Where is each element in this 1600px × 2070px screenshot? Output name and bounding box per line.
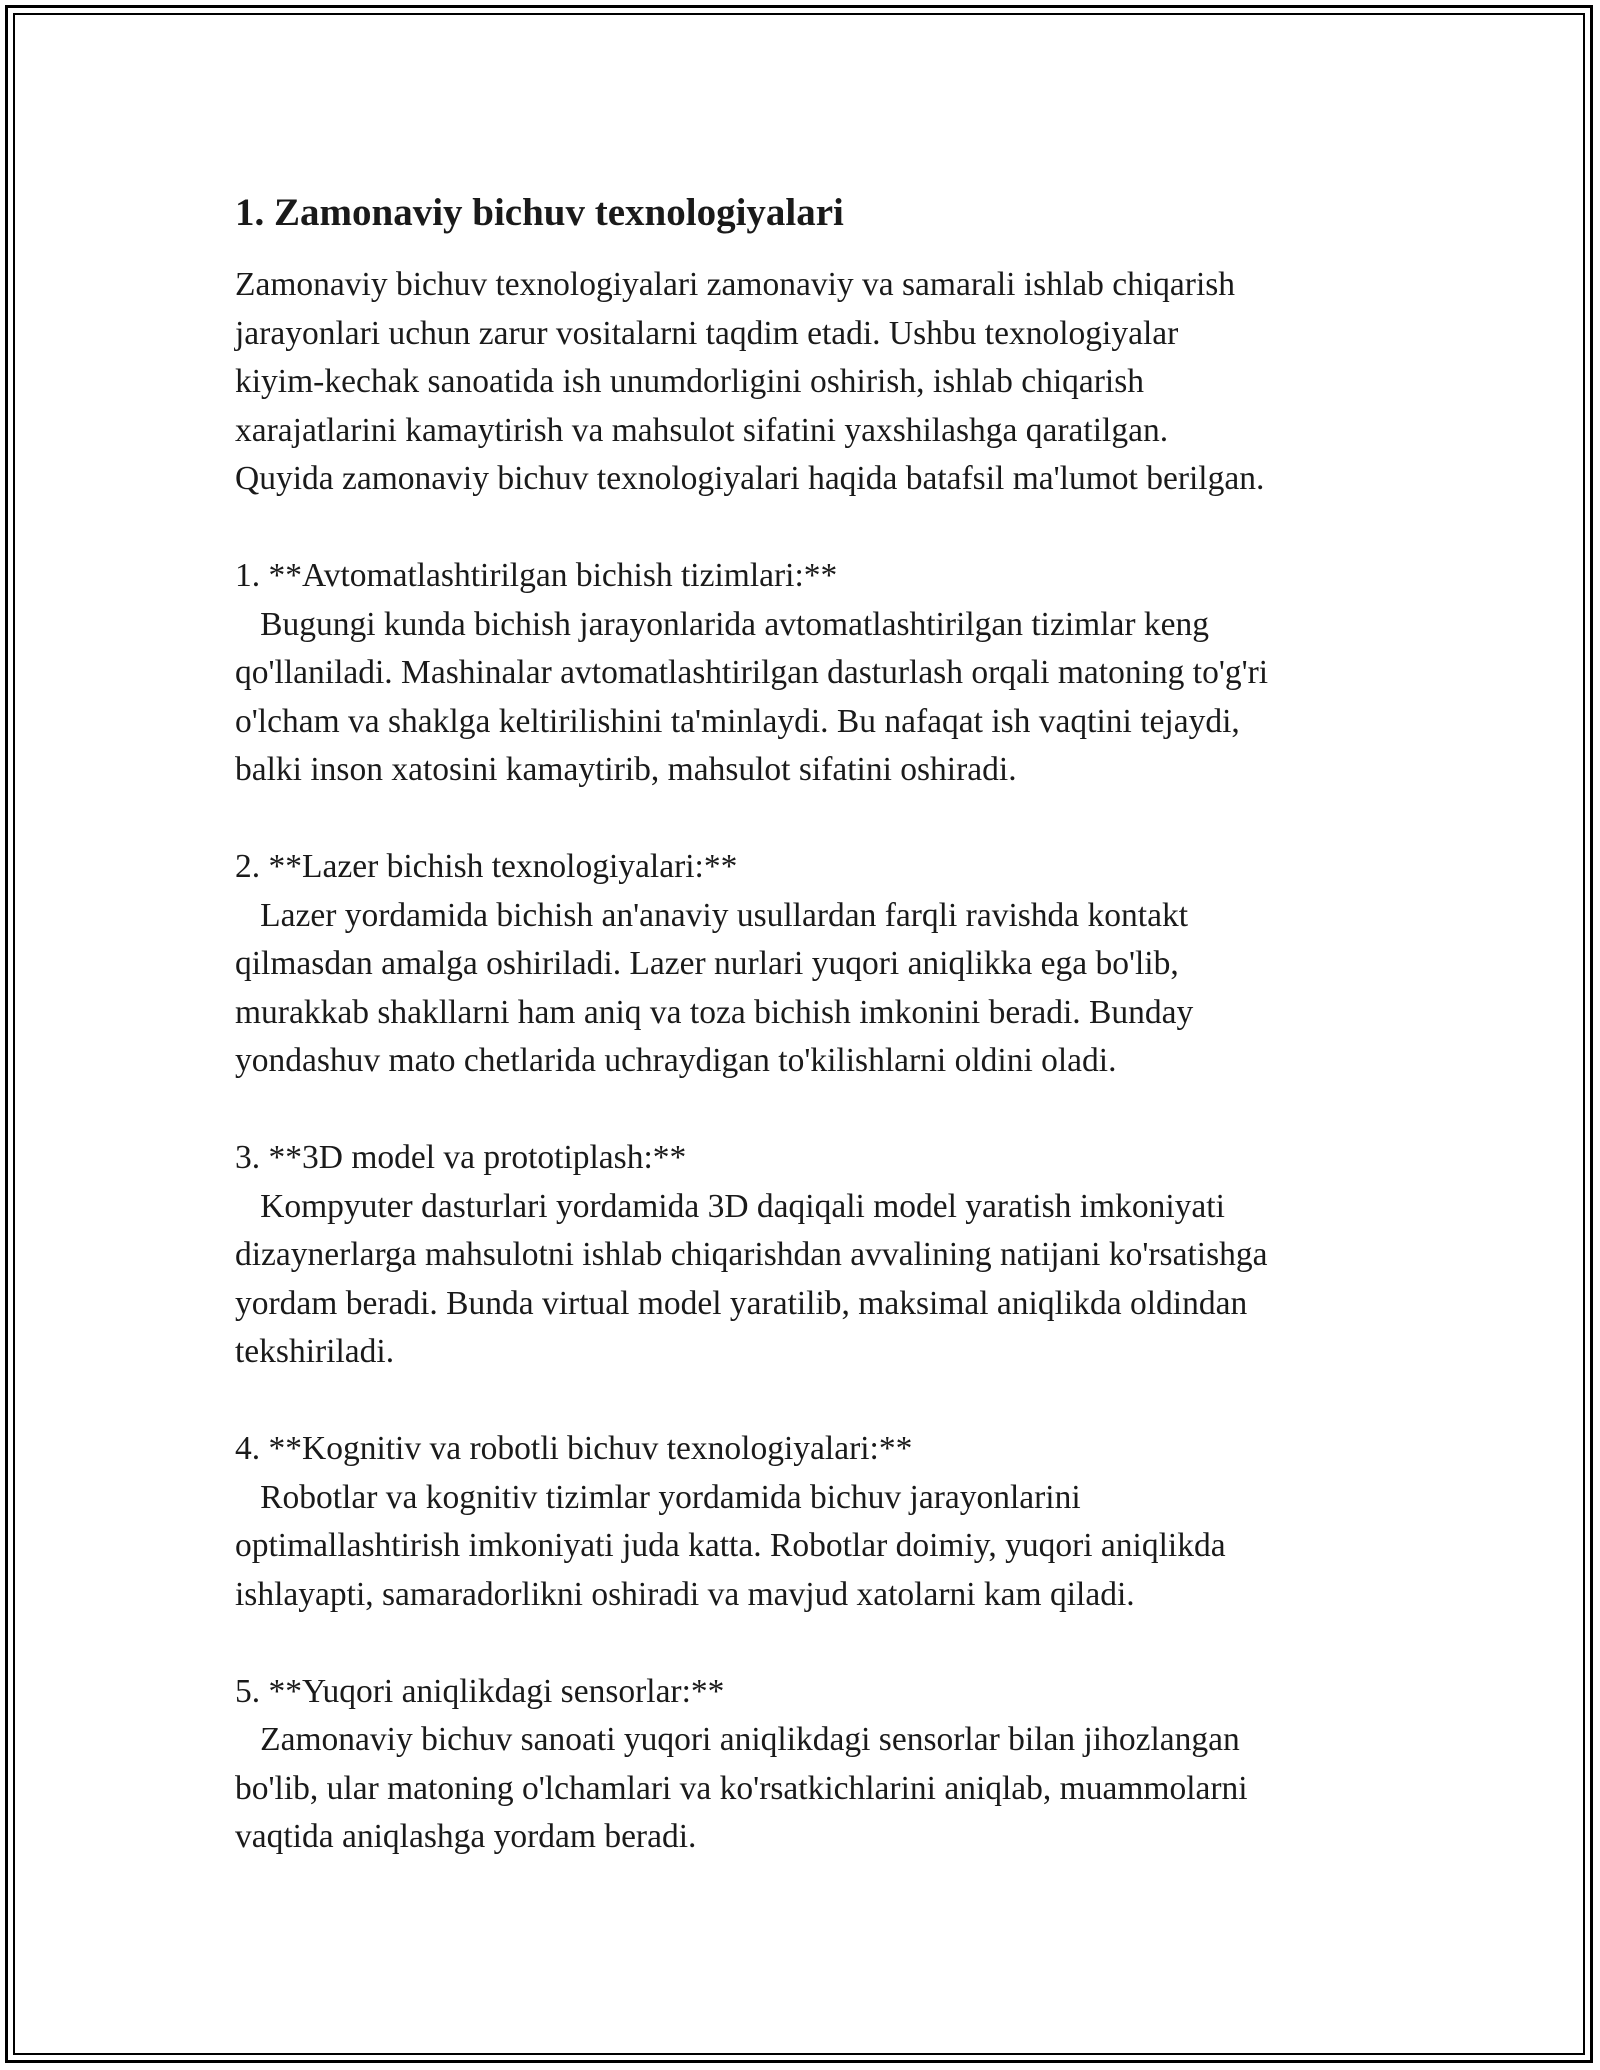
document-body: Zamonaviy bichuv texnologiyalari zamonaviy va samarali ishlab chiqarish jarayonlari uchun zarur vositalarni taqdim etadi. Ushbu texnologiyalar kiyim-kechak sanoatida ish unumdorligini oshirish, ishlab chiqarish xarajatlarini kamaytirish va mahsulot sifatini yaxshilashga qaratilgan. Quyida zamonaviy bichuv texnologiyalari haqida batafsil ma'lumot berilgan. 1. **Avtomatlashtirilgan bichish tizimlari:** Bugungi kunda bichish jarayonlarida avtomatlashtirilgan tizimlar keng qo'llaniladi. Mashinalar avtomatlashtirilgan dasturlash orqali matoning to'g'ri o'lcham va shaklga keltirilishini ta'minlaydi. Bu nafaqat ish vaqtini tejaydi, balki inson xatosini kamaytirib, mahsulot sifatini oshiradi. 2. **Lazer bichish texnologiyalari:** Lazer yordamida bichish an'anaviy usullardan farqli ravishda kontakt qilmasdan amalga oshiriladi. Lazer nurlari yuqori aniqlikka ega bo'lib, murakkab shakllarni ham aniq va toza bichish imkonini beradi. Bunday yondashuv mato chetlarida uchraydigan to'kilishlarni oldini oladi. 3. **3D model va prototiplash:** Kompyuter dasturlari yordamida 3D daqiqali model yaratish imkoniyati dizaynerlarga mahsulotni ishlab chiqarishdan avvalining natijani ko'rsatishga yordam beradi. Bunda virtual model yaratilib, maksimal aniqlikda oldindan tekshiriladi. 4. **Kognitiv va robotli bichuv texnologiyalari:** Robotlar va kognitiv tizimlar yordamida bichuv jarayonlarini optimallashtirish imkoniyati juda katta. Robotlar doimiy, yuqori aniqlikda ishlayapti, samaradorlikni oshiradi va mavjud xatolarni kam qiladi. 5. **Yuqori aniqlikdagi sensorlar:** Zamonaviy bichuv sanoati yuqori aniqlikdagi sensorlar bilan jihozlangan bo'lib, ular matoning o'lchamlari va ko'rsatkichlarini aniqlab, muammolarni vaqtida aniqlashga yordam beradi.: [235, 266, 1269, 1855]
document-title: 1. Zamonaviy bichuv texnologiyalari: [235, 191, 844, 234]
document-content: [235, 185, 1375, 1862]
